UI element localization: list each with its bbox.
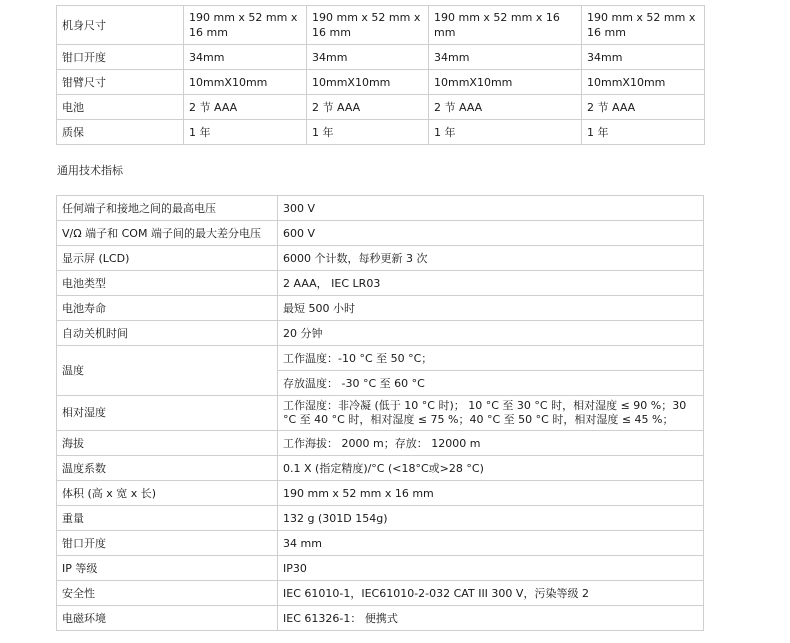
spec-value: 工作海拔： 2000 m；存放： 12000 m [278,431,704,456]
spec-value: 2 AAA， IEC LR03 [278,271,704,296]
spec-value: 132 g (301D 154g) [278,506,704,531]
spec-label: 重量 [57,506,278,531]
spec-value: IP30 [278,556,704,581]
humidity-line-1: 工作湿度：非冷凝 (低于 10 °C 时)； 10 °C 至 30 °C 时，相对湿度 ≤ 90 %；30 [283,399,687,412]
spec-row-humidity [57,396,704,431]
spec-label: 自动关机时间 [57,321,278,346]
spec-label: 电池寿命 [57,296,278,321]
spec-row-weight [57,506,704,531]
table-cell: 10mmX10mm [184,70,307,95]
spec-row-temperature [57,346,704,371]
spec-value: 190 mm x 52 mm x 16 mm [278,481,704,506]
table-row [57,6,705,45]
table-row [57,120,705,145]
spec-row-emc [57,606,704,631]
row-label: 电池 [57,95,184,120]
table-cell: 10mmX10mm [582,70,705,95]
section-title: 通用技术指标 [57,164,123,177]
table-row [57,45,705,70]
spec-row-jaw-opening [57,531,704,556]
spec-row-temp-coefficient [57,456,704,481]
row-label: 机身尺寸 [57,6,184,45]
spec-value: 300 V [278,196,704,221]
spec-label: 相对湿度 [57,396,278,431]
spec-value: 34 mm [278,531,704,556]
spec-row-safety [57,581,704,606]
table-cell: 34mm [307,45,429,70]
table-cell: 190 mm x 52 mm x 16 mm [184,6,307,45]
general-specs-table [56,195,704,631]
table-row [57,70,705,95]
spec-value-storage-temp: 存放温度： -30 °C 至 60 °C [278,371,704,396]
spec-label: 安全性 [57,581,278,606]
table-cell: 10mmX10mm [307,70,429,95]
spec-row-ip-rating [57,556,704,581]
spec-value: 0.1 X (指定精度)/°C (<18°C或>28 °C) [278,456,704,481]
spec-label: IP 等级 [57,556,278,581]
spec-row-max-voltage [57,196,704,221]
spec-label: 显示屏 (LCD) [57,246,278,271]
table-cell: 1 年 [307,120,429,145]
row-label: 钳口开度 [57,45,184,70]
spec-value: IEC 61326-1： 便携式 [278,606,704,631]
spec-label: 海拔 [57,431,278,456]
spec-label: V/Ω 端子和 COM 端子间的最大差分电压 [57,221,278,246]
spec-value: 600 V [278,221,704,246]
spec-value-humidity [278,396,704,431]
row-label: 质保 [57,120,184,145]
spec-value: 6000 个计数，每秒更新 3 次 [278,246,704,271]
table-cell: 34mm [429,45,582,70]
table-cell: 2 节 AAA [307,95,429,120]
table-cell: 34mm [582,45,705,70]
row-label: 钳臂尺寸 [57,70,184,95]
spec-row-auto-off [57,321,704,346]
table-cell: 190 mm x 52 mm x 16 mm [582,6,705,45]
spec-label: 温度系数 [57,456,278,481]
spec-row-display [57,246,704,271]
spec-label: 电磁环境 [57,606,278,631]
spec-row-altitude [57,431,704,456]
table-cell: 190 mm x 52 mm x 16 mm [307,6,429,45]
spec-label: 任何端子和接地之间的最高电压 [57,196,278,221]
table-row [57,95,705,120]
table-cell: 1 年 [429,120,582,145]
spec-row-battery-type [57,271,704,296]
spec-label: 体积 (高 x 宽 x 长) [57,481,278,506]
spec-label: 电池类型 [57,271,278,296]
spec-label: 钳口开度 [57,531,278,556]
spec-value: IEC 61010-1，IEC61010-2-032 CAT III 300 V，污染等级 2 [278,581,704,606]
spec-row-battery-life [57,296,704,321]
model-comparison-table [56,5,705,145]
spec-value: 最短 500 小时 [278,296,704,321]
spec-label: 温度 [57,346,278,396]
spec-row-volume [57,481,704,506]
table-cell: 10mmX10mm [429,70,582,95]
table-cell: 2 节 AAA [582,95,705,120]
table-cell: 1 年 [582,120,705,145]
table-cell: 1 年 [184,120,307,145]
table-cell: 34mm [184,45,307,70]
table-cell: 2 节 AAA [184,95,307,120]
spec-value-operating-temp: 工作温度：-10 °C 至 50 °C； [278,346,704,371]
spec-row-max-diff-voltage [57,221,704,246]
humidity-line-2: °C 至 40 °C 时，相对湿度 ≤ 75 %；40 °C 至 50 °C 时，相对湿度 ≤ 45 %； [283,413,674,426]
table-cell: 190 mm x 52 mm x 16 mm [429,6,582,45]
table-cell: 2 节 AAA [429,95,582,120]
spec-value: 20 分钟 [278,321,704,346]
